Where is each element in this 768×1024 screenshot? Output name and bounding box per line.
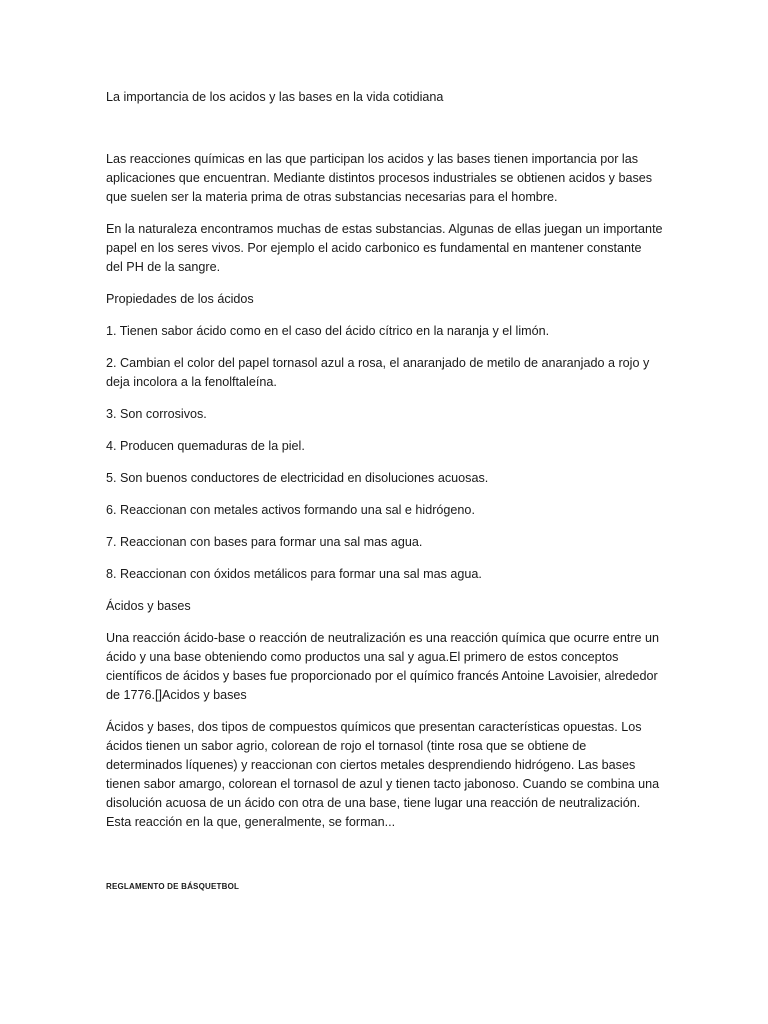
text-line: científicos de ácidos y bases fue proporcionado por el químico francés Antoine Lavoisier, alrededor [106, 669, 658, 683]
text-line: determinados líquenes) y reaccionan con ciertos metales desprendiendo hidrógeno. Las bases [106, 758, 636, 772]
text-line: aplicaciones que encuentran. Mediante distintos procesos industriales se obtienen acidos y bases [106, 171, 653, 185]
text-line: que suelen ser la materia prima de otras substancias necesarias para el hombre. [106, 190, 558, 204]
document-body [106, 88, 662, 845]
text-line: tienen sabor amargo, colorean el tornasol de azul y tienen tacto jabonoso. Cuando se combina una [106, 777, 660, 791]
paragraph-prop-1 [106, 322, 662, 341]
document-title: La importancia de los acidos y las bases en la vida cotidiana [106, 90, 444, 104]
text-line: del PH de la sangre. [106, 260, 221, 274]
text-line: deja incolora a la fenolftaleína. [106, 375, 277, 389]
paragraph-prop-3 [106, 405, 662, 424]
paragraph-prop-heading [106, 290, 662, 309]
text-line: Ácidos y bases [106, 599, 191, 613]
next-document-title: REGLAMENTO DE BÁSQUETBOL [106, 882, 240, 891]
text-line: 8. Reaccionan con óxidos metálicos para formar una sal mas agua. [106, 567, 482, 581]
text-line: ácidos tienen un sabor agrio, colorean de rojo el tornasol (tinte rosa que se obtiene de [106, 739, 587, 753]
text-line: 7. Reaccionan con bases para formar una sal mas agua. [106, 535, 423, 549]
text-line: ácido y una base obteniendo como productos una sal y agua.El primero de estos conceptos [106, 650, 619, 664]
paragraph-prop-5 [106, 469, 662, 488]
text-line: 5. Son buenos conductores de electricidad en disoluciones acuosas. [106, 471, 489, 485]
text-line: 3. Son corrosivos. [106, 407, 207, 421]
paragraph-naturaleza [106, 220, 662, 277]
text-line: En la naturaleza encontramos muchas de estas substancias. Algunas de ellas juegan un importante [106, 222, 663, 236]
paragraph-prop-4 [106, 437, 662, 456]
paragraph-list [106, 150, 662, 832]
text-line: Esta reacción en la que, generalmente, se forman... [106, 815, 396, 829]
text-line: papel en los seres vivos. Por ejemplo el acido carbonico es fundamental en mantener constante [106, 241, 642, 255]
text-line: Ácidos y bases, dos tipos de compuestos químicos que presentan características opuestas. Los [106, 720, 642, 734]
paragraph-prop-7 [106, 533, 662, 552]
text-line: de 1776.[]Acidos y bases [106, 688, 247, 702]
paragraph-tipos [106, 718, 662, 832]
paragraph-acidos-heading [106, 597, 662, 616]
paragraph-intro [106, 150, 662, 207]
paragraph-prop-2 [106, 354, 662, 392]
paragraph-prop-6 [106, 501, 662, 520]
text-line: 2. Cambian el color del papel tornasol azul a rosa, el anaranjado de metilo de anaranjado a rojo y [106, 356, 650, 370]
paragraph-reaccion [106, 629, 662, 705]
text-line: disolución acuosa de un ácido con otra de una base, tiene lugar una reacción de neutralización. [106, 796, 641, 810]
text-line: 1. Tienen sabor ácido como en el caso del ácido cítrico en la naranja y el limón. [106, 324, 550, 338]
paragraph-prop-8 [106, 565, 662, 584]
text-line: Propiedades de los ácidos [106, 292, 254, 306]
text-line: 4. Producen quemaduras de la piel. [106, 439, 305, 453]
text-line: 6. Reaccionan con metales activos formando una sal e hidrógeno. [106, 503, 475, 517]
text-line: Las reacciones químicas en las que participan los acidos y las bases tienen importancia por las [106, 152, 639, 166]
text-line: Una reacción ácido-base o reacción de neutralización es una reacción química que ocurre entre un [106, 631, 660, 645]
